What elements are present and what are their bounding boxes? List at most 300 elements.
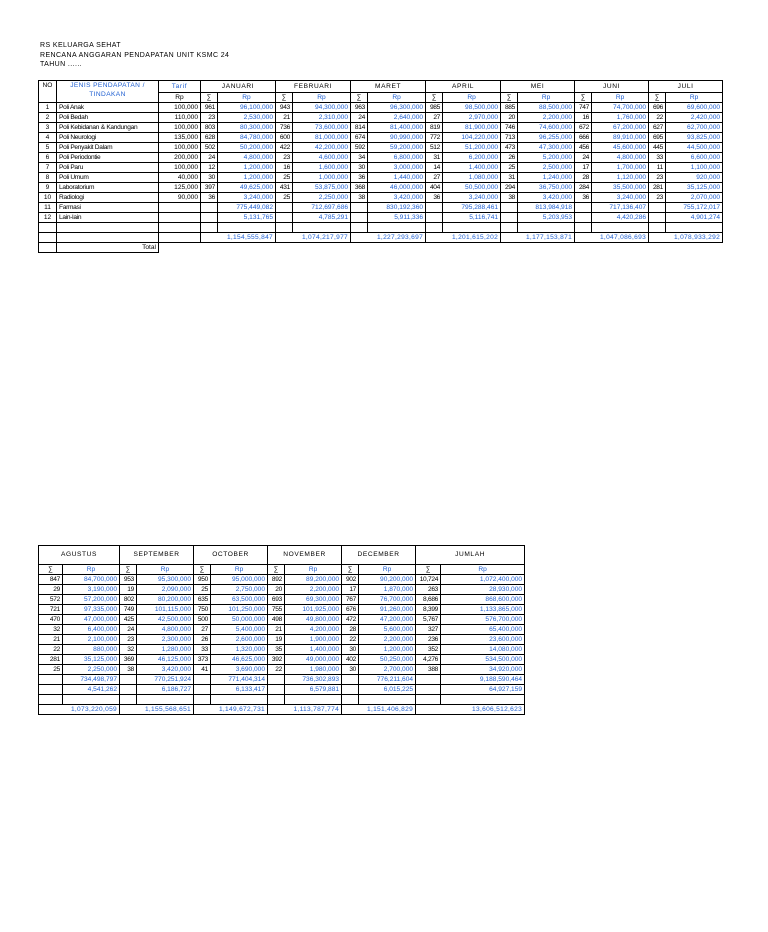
cell-count xyxy=(39,675,63,685)
cell-amount: 2,090,000 xyxy=(137,585,194,595)
cell-amount: 3,240,000 xyxy=(443,193,501,203)
cell-amount: 2,750,000 xyxy=(211,585,268,595)
cell-amount: 90,990,000 xyxy=(368,133,426,143)
cell-count xyxy=(416,685,441,695)
cell-count xyxy=(194,685,211,695)
month-total: 1,074,217,977 xyxy=(276,233,351,243)
cell-amount: 1,120,000 xyxy=(592,173,649,183)
empty-cell xyxy=(137,695,194,705)
empty-cell xyxy=(39,223,57,233)
month-header: JANUARI xyxy=(201,81,276,93)
cell-amount: 50,250,000 xyxy=(359,655,416,665)
cell-amount: 1,133,865,000 xyxy=(441,605,525,615)
cell-amount: 755,172,017 xyxy=(666,203,723,213)
cell-count: 36 xyxy=(201,193,218,203)
cell-amount: 50,200,000 xyxy=(218,143,276,153)
empty-cell xyxy=(351,223,368,233)
row-no: 10 xyxy=(39,193,57,203)
rp-label: Rp xyxy=(293,93,351,103)
cell-count: 721 xyxy=(39,605,63,615)
row-name: Poli Penyakit Dalam xyxy=(57,143,159,153)
cell-amount: 46,625,000 xyxy=(211,655,268,665)
cell-amount: 28,930,000 xyxy=(441,585,525,595)
cell-amount: 97,335,000 xyxy=(63,605,120,615)
cell-amount: 5,911,336 xyxy=(368,213,426,223)
cell-amount: 51,200,000 xyxy=(443,143,501,153)
cell-amount: 576,700,000 xyxy=(441,615,525,625)
cell-amount: 80,200,000 xyxy=(137,595,194,605)
cell-amount: 1,400,000 xyxy=(443,163,501,173)
cell-count: 500 xyxy=(194,615,211,625)
cell-count: 767 xyxy=(342,595,359,605)
cell-count xyxy=(120,675,137,685)
cell-count: 38 xyxy=(120,665,137,675)
total-label-row xyxy=(39,243,723,253)
empty-cell xyxy=(39,243,57,253)
cell-amount: 1,240,000 xyxy=(518,173,575,183)
cell-count xyxy=(351,203,368,213)
cell-amount: 104,220,000 xyxy=(443,133,501,143)
cell-count xyxy=(575,203,592,213)
cell-count: 236 xyxy=(416,635,441,645)
cell-count: 592 xyxy=(351,143,368,153)
col-tarif-header: Tarif xyxy=(159,81,201,93)
table-row xyxy=(39,595,525,605)
cell-count: 747 xyxy=(575,103,592,113)
cell-amount: 6,133,417 xyxy=(211,685,268,695)
rp-label: Rp xyxy=(211,565,268,575)
cell-count: 713 xyxy=(501,133,518,143)
table-row xyxy=(39,655,525,665)
rp-label: Rp xyxy=(518,93,575,103)
rp-label: Rp xyxy=(592,93,649,103)
empty-cell xyxy=(218,223,276,233)
row-tarif: 100,000 xyxy=(159,143,201,153)
empty-cell xyxy=(592,223,649,233)
cell-amount: 2,200,000 xyxy=(359,635,416,645)
empty-cell xyxy=(268,695,285,705)
cell-amount: 64,927,159 xyxy=(441,685,525,695)
cell-count: 41 xyxy=(194,665,211,675)
revenue-table-jan-jul xyxy=(38,80,723,253)
cell-amount: 44,500,000 xyxy=(666,143,723,153)
cell-count: 369 xyxy=(120,655,137,665)
cell-count: 26 xyxy=(194,635,211,645)
month-total: 1,047,086,693 xyxy=(575,233,649,243)
cell-amount: 46,125,000 xyxy=(137,655,194,665)
empty-cell xyxy=(201,223,218,233)
row-no: 12 xyxy=(39,213,57,223)
cell-amount: 4,800,000 xyxy=(592,153,649,163)
cell-count: 635 xyxy=(194,595,211,605)
cell-amount: 868,600,000 xyxy=(441,595,525,605)
cell-count: 23 xyxy=(120,635,137,645)
table-row xyxy=(39,193,723,203)
table-row xyxy=(39,615,525,625)
cell-count: 38 xyxy=(501,193,518,203)
cell-amount: 96,100,000 xyxy=(218,103,276,113)
cell-count: 35 xyxy=(268,645,285,655)
month-header: SEPTEMBER xyxy=(120,546,194,565)
table-header-row xyxy=(39,81,723,93)
cell-count: 950 xyxy=(194,575,211,585)
cell-count: 22 xyxy=(268,665,285,675)
cell-count: 8,686 xyxy=(416,595,441,605)
month-total: 1,113,787,774 xyxy=(268,705,342,715)
revenue-table-aug-total xyxy=(38,545,525,715)
table-row xyxy=(39,203,723,213)
cell-amount: 81,900,000 xyxy=(443,123,501,133)
row-name: Farmasi xyxy=(57,203,159,213)
cell-amount: 49,000,000 xyxy=(285,655,342,665)
cell-count: 22 xyxy=(342,635,359,645)
cell-count: 19 xyxy=(268,635,285,645)
table-row xyxy=(39,665,525,675)
cell-count: 502 xyxy=(201,143,218,153)
cell-amount: 5,116,741 xyxy=(443,213,501,223)
cell-count: 572 xyxy=(39,595,63,605)
cell-amount: 5,600,000 xyxy=(359,625,416,635)
cell-amount: 1,900,000 xyxy=(285,635,342,645)
table-row xyxy=(39,675,525,685)
row-no: 7 xyxy=(39,163,57,173)
cell-count: 961 xyxy=(201,103,218,113)
cell-count: 352 xyxy=(416,645,441,655)
cell-amount: 1,600,000 xyxy=(293,163,351,173)
cell-amount: 47,300,000 xyxy=(518,143,575,153)
rp-label: Rp xyxy=(218,93,276,103)
cell-count: 30 xyxy=(342,645,359,655)
cell-count: 27 xyxy=(426,113,443,123)
cell-amount: 1,700,000 xyxy=(592,163,649,173)
empty-cell xyxy=(159,223,201,233)
month-total: 1,149,672,731 xyxy=(194,705,268,715)
month-total: 1,227,293,697 xyxy=(351,233,426,243)
cell-amount: 57,200,000 xyxy=(63,595,120,605)
month-total: 1,151,406,829 xyxy=(342,705,416,715)
cell-amount: 1,870,000 xyxy=(359,585,416,595)
cell-amount: 736,302,893 xyxy=(285,675,342,685)
empty-cell xyxy=(211,695,268,705)
cell-count: 34 xyxy=(351,153,368,163)
empty-cell xyxy=(293,223,351,233)
cell-count: 24 xyxy=(120,625,137,635)
cell-amount: 1,980,000 xyxy=(285,665,342,675)
table-row xyxy=(39,133,723,143)
cell-count: 628 xyxy=(201,133,218,143)
cell-amount: 80,300,000 xyxy=(218,123,276,133)
cell-amount: 95,300,000 xyxy=(137,575,194,585)
cell-amount: 1,200,000 xyxy=(359,645,416,655)
table-row xyxy=(39,113,723,123)
cell-count: 885 xyxy=(501,103,518,113)
empty-cell xyxy=(441,695,525,705)
spacer-row xyxy=(39,223,723,233)
cell-amount: 42,200,000 xyxy=(293,143,351,153)
month-header: JUNI xyxy=(575,81,649,93)
cell-amount: 830,192,360 xyxy=(368,203,426,213)
cell-count: 36 xyxy=(351,173,368,183)
cell-amount: 2,530,000 xyxy=(218,113,276,123)
rp-label: Rp xyxy=(63,565,120,575)
sigma-label: ∑ xyxy=(416,565,441,575)
cell-amount: 76,700,000 xyxy=(359,595,416,605)
row-no: 8 xyxy=(39,173,57,183)
cell-count: 21 xyxy=(268,625,285,635)
cell-count xyxy=(501,203,518,213)
cell-count: 27 xyxy=(426,173,443,183)
cell-count: 8,399 xyxy=(416,605,441,615)
sigma-label: ∑ xyxy=(501,93,518,103)
table-row xyxy=(39,143,723,153)
month-total: 1,154,555,847 xyxy=(201,233,276,243)
cell-amount: 3,690,000 xyxy=(211,665,268,675)
cell-count: 666 xyxy=(575,133,592,143)
cell-count: 473 xyxy=(501,143,518,153)
report-subtitle: RENCANA ANGGARAN PENDAPATAN UNIT KSMC 24 xyxy=(40,52,230,59)
cell-count: 892 xyxy=(268,575,285,585)
table-row xyxy=(39,153,723,163)
cell-count: 696 xyxy=(649,103,666,113)
cell-count: 29 xyxy=(39,585,63,595)
cell-count: 20 xyxy=(501,113,518,123)
row-name: Poli Kebidanan & Kandungan xyxy=(57,123,159,133)
cell-amount: 81,000,000 xyxy=(293,133,351,143)
month-total: 1,177,153,871 xyxy=(501,233,575,243)
cell-count: 31 xyxy=(426,153,443,163)
month-total: 13,606,512,623 xyxy=(416,705,525,715)
cell-amount: 4,800,000 xyxy=(218,153,276,163)
rp-label: Rp xyxy=(137,565,194,575)
cell-amount: 1,400,000 xyxy=(285,645,342,655)
table-row xyxy=(39,123,723,133)
cell-count: 750 xyxy=(194,605,211,615)
cell-amount: 770,251,924 xyxy=(137,675,194,685)
row-no: 1 xyxy=(39,103,57,113)
rp-label: Rp xyxy=(441,565,525,575)
cell-amount: 93,825,000 xyxy=(666,133,723,143)
sigma-label: ∑ xyxy=(268,565,285,575)
cell-amount: 2,250,000 xyxy=(63,665,120,675)
cell-amount: 1,280,000 xyxy=(137,645,194,655)
cell-amount: 101,925,000 xyxy=(285,605,342,615)
cell-amount: 1,440,000 xyxy=(368,173,426,183)
cell-count xyxy=(276,213,293,223)
cell-amount: 6,800,000 xyxy=(368,153,426,163)
cell-amount: 6,015,225 xyxy=(359,685,416,695)
empty-cell xyxy=(501,223,518,233)
row-name: Lain-lain xyxy=(57,213,159,223)
cell-amount: 34,920,000 xyxy=(441,665,525,675)
empty-cell xyxy=(518,223,575,233)
cell-count: 26 xyxy=(501,153,518,163)
cell-count: 953 xyxy=(120,575,137,585)
cell-count: 33 xyxy=(649,153,666,163)
cell-amount: 53,875,000 xyxy=(293,183,351,193)
cell-count: 12 xyxy=(201,163,218,173)
cell-count xyxy=(351,213,368,223)
cell-amount: 73,600,000 xyxy=(293,123,351,133)
cell-count: 23 xyxy=(649,173,666,183)
sigma-label: ∑ xyxy=(342,565,359,575)
cell-amount: 2,200,000 xyxy=(285,585,342,595)
cell-amount: 1,760,000 xyxy=(592,113,649,123)
cell-count: 422 xyxy=(276,143,293,153)
month-total: 1,201,615,202 xyxy=(426,233,501,243)
cell-count xyxy=(416,675,441,685)
cell-amount: 712,697,686 xyxy=(293,203,351,213)
cell-amount: 2,310,000 xyxy=(293,113,351,123)
rp-label: Rp xyxy=(443,93,501,103)
row-tarif xyxy=(159,213,201,223)
col-no-header: NO xyxy=(39,81,57,103)
empty-cell xyxy=(39,233,57,243)
row-tarif: 135,000 xyxy=(159,133,201,143)
cell-count: 24 xyxy=(201,153,218,163)
row-no: 2 xyxy=(39,113,57,123)
cell-amount: 101,115,000 xyxy=(137,605,194,615)
empty-cell xyxy=(342,695,359,705)
cell-count: 28 xyxy=(575,173,592,183)
cell-amount: 14,080,000 xyxy=(441,645,525,655)
cell-amount: 91,260,000 xyxy=(359,605,416,615)
cell-count: 404 xyxy=(426,183,443,193)
report-year: TAHUN ...... xyxy=(40,61,83,68)
cell-amount: 920,000 xyxy=(666,173,723,183)
sigma-label: ∑ xyxy=(201,93,218,103)
row-tarif: 100,000 xyxy=(159,123,201,133)
month-total: 1,155,568,651 xyxy=(120,705,194,715)
cell-count: 25 xyxy=(501,163,518,173)
cell-count: 943 xyxy=(276,103,293,113)
cell-amount: 46,000,000 xyxy=(368,183,426,193)
sigma-label: ∑ xyxy=(39,565,63,575)
cell-count: 31 xyxy=(501,173,518,183)
tarif-rp-label: Rp xyxy=(159,93,201,103)
totals-row xyxy=(39,705,525,715)
cell-count: 425 xyxy=(120,615,137,625)
empty-cell xyxy=(649,223,666,233)
cell-amount: 776,211,604 xyxy=(359,675,416,685)
month-header: JUMLAH xyxy=(416,546,525,565)
rp-label: Rp xyxy=(368,93,426,103)
empty-cell xyxy=(57,233,159,243)
month-header: AGUSTUS xyxy=(39,546,120,565)
cell-count: 30 xyxy=(201,173,218,183)
cell-amount: 2,200,000 xyxy=(518,113,575,123)
cell-amount: 3,420,000 xyxy=(518,193,575,203)
cell-count: 736 xyxy=(276,123,293,133)
table-row xyxy=(39,163,723,173)
col-jenis-header: JENIS PENDAPATAN / TINDAKAN xyxy=(57,81,159,103)
cell-count: 676 xyxy=(342,605,359,615)
cell-amount: 813,984,918 xyxy=(518,203,575,213)
row-name: Poli Periodontie xyxy=(57,153,159,163)
cell-amount: 74,600,000 xyxy=(518,123,575,133)
cell-amount: 35,125,000 xyxy=(63,655,120,665)
total-label: Total xyxy=(57,243,159,253)
table-row xyxy=(39,173,723,183)
empty-cell xyxy=(39,695,63,705)
cell-count xyxy=(201,203,218,213)
cell-count: 25 xyxy=(276,173,293,183)
cell-count: 24 xyxy=(351,113,368,123)
cell-amount: 1,200,000 xyxy=(218,163,276,173)
empty-cell xyxy=(426,223,443,233)
cell-amount: 5,131,765 xyxy=(218,213,276,223)
cell-count: 25 xyxy=(39,665,63,675)
cell-count xyxy=(268,675,285,685)
cell-count: 22 xyxy=(649,113,666,123)
cell-amount: 4,800,000 xyxy=(137,625,194,635)
cell-amount: 3,420,000 xyxy=(368,193,426,203)
month-header: MEI xyxy=(501,81,575,93)
cell-amount: 4,901,274 xyxy=(666,213,723,223)
empty-cell xyxy=(285,695,342,705)
cell-count: 772 xyxy=(426,133,443,143)
cell-amount: 5,203,953 xyxy=(518,213,575,223)
cell-count: 22 xyxy=(39,645,63,655)
cell-amount: 3,000,000 xyxy=(368,163,426,173)
cell-amount: 1,080,000 xyxy=(443,173,501,183)
cell-count: 373 xyxy=(194,655,211,665)
cell-amount: 36,750,000 xyxy=(518,183,575,193)
month-header: FEBRUARI xyxy=(276,81,351,93)
cell-count xyxy=(426,203,443,213)
cell-count: 803 xyxy=(201,123,218,133)
cell-count: 32 xyxy=(39,625,63,635)
cell-amount: 534,500,000 xyxy=(441,655,525,665)
cell-count: 30 xyxy=(342,665,359,675)
cell-count: 284 xyxy=(575,183,592,193)
month-total: 1,078,933,292 xyxy=(649,233,723,243)
cell-amount: 98,500,000 xyxy=(443,103,501,113)
cell-amount: 45,600,000 xyxy=(592,143,649,153)
cell-amount: 734,498,797 xyxy=(63,675,120,685)
rp-label: Rp xyxy=(359,565,416,575)
cell-count: 902 xyxy=(342,575,359,585)
cell-count: 16 xyxy=(575,113,592,123)
cell-amount: 2,500,000 xyxy=(518,163,575,173)
cell-amount: 5,400,000 xyxy=(211,625,268,635)
cell-count: 746 xyxy=(501,123,518,133)
month-header: JULI xyxy=(649,81,723,93)
cell-count: 802 xyxy=(120,595,137,605)
table-row xyxy=(39,103,723,113)
cell-count xyxy=(501,213,518,223)
cell-amount: 1,100,000 xyxy=(666,163,723,173)
cell-amount: 95,000,000 xyxy=(211,575,268,585)
cell-amount: 2,070,000 xyxy=(666,193,723,203)
cell-amount: 96,255,000 xyxy=(518,133,575,143)
cell-amount: 62,700,000 xyxy=(666,123,723,133)
table-row xyxy=(39,635,525,645)
cell-count: 281 xyxy=(649,183,666,193)
month-header: MARET xyxy=(351,81,426,93)
sigma-label: ∑ xyxy=(120,565,137,575)
cell-amount: 23,600,000 xyxy=(441,635,525,645)
cell-amount: 1,000,000 xyxy=(293,173,351,183)
cell-amount: 3,420,000 xyxy=(137,665,194,675)
month-total: 1,073,220,059 xyxy=(39,705,120,715)
row-tarif: 125,000 xyxy=(159,183,201,193)
row-no: 9 xyxy=(39,183,57,193)
cell-count: 819 xyxy=(426,123,443,133)
cell-count: 847 xyxy=(39,575,63,585)
empty-cell xyxy=(120,695,137,705)
empty-cell xyxy=(57,223,159,233)
cell-count: 814 xyxy=(351,123,368,133)
